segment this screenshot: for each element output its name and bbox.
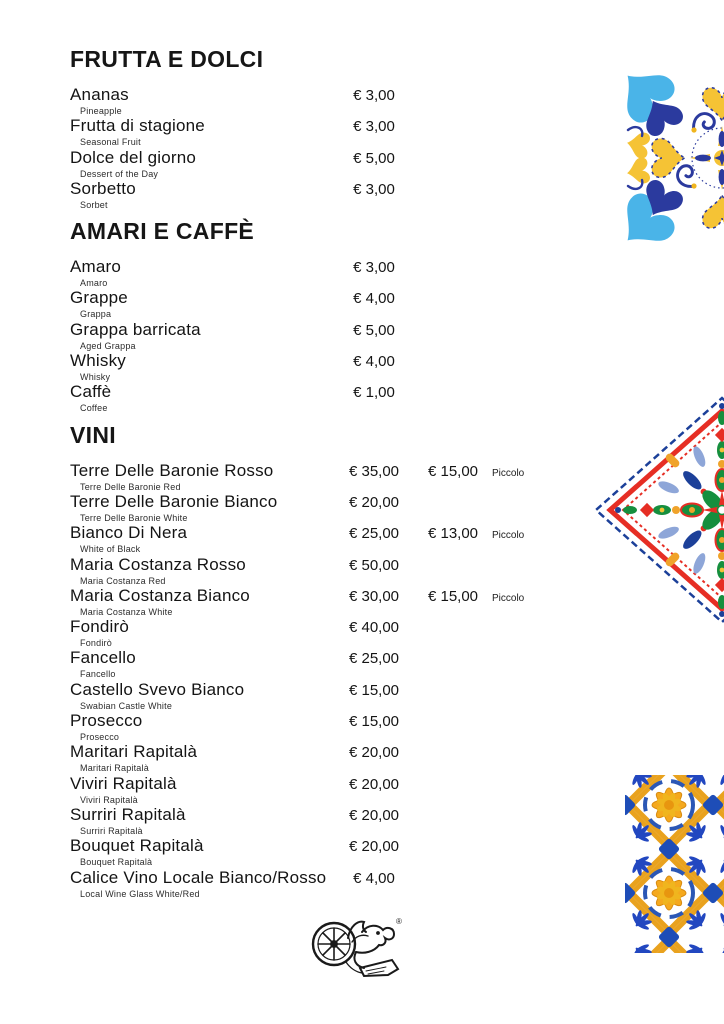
item-translation: Coffee (80, 403, 108, 414)
menu-item-row (70, 680, 630, 711)
item-text (70, 836, 328, 867)
item-price: € 30,00 (348, 587, 400, 605)
item-price: € 4,00 (353, 869, 395, 887)
item-price: € 1,00 (353, 384, 395, 402)
item-price: € 25,00 (348, 525, 400, 543)
item-price: € 20,00 (348, 775, 400, 793)
item-price: € 20,00 (348, 493, 400, 511)
item-size-label: Piccolo (492, 592, 525, 604)
item-name: Grappe (70, 288, 128, 308)
flower-lattice-tile-icon (625, 775, 724, 953)
menu-section (70, 46, 630, 210)
item-text (70, 179, 328, 210)
menu-item-row (70, 257, 630, 288)
item-text (70, 805, 328, 836)
item-name: Castello Svevo Bianco (70, 679, 245, 699)
section-title: FRUTTA E DOLCI (70, 46, 264, 72)
item-translation: Maritari Rapitalà (80, 763, 149, 774)
menu (70, 46, 630, 907)
item-price-small: € 15,00 (427, 462, 479, 480)
item-price: € 4,00 (353, 290, 395, 308)
item-text (70, 351, 328, 382)
menu-item-row (70, 586, 630, 617)
item-price: € 5,00 (353, 149, 395, 167)
menu-item-row (70, 617, 630, 648)
section-items (70, 85, 630, 210)
registered-trademark-symbol: ® (396, 917, 402, 926)
item-text (70, 85, 328, 116)
item-text (70, 492, 328, 523)
item-translation: Fancello (80, 669, 116, 680)
item-price: € 3,00 (353, 259, 395, 277)
menu-section (70, 218, 630, 413)
item-price: € 40,00 (348, 619, 400, 637)
item-translation: Prosecco (80, 732, 120, 743)
item-price: € 35,00 (348, 462, 400, 480)
item-name: Fondirò (70, 617, 130, 637)
item-translation: Fondirò (80, 638, 112, 649)
menu-section (70, 422, 630, 899)
item-name: Maria Costanza Rosso (70, 554, 246, 574)
item-price: € 3,00 (353, 180, 395, 198)
item-price: € 20,00 (348, 806, 400, 824)
menu-item-row (70, 523, 630, 554)
menu-item-row (70, 774, 630, 805)
menu-item-row (70, 179, 630, 210)
item-size-label: Piccolo (492, 530, 525, 542)
item-translation: Amaro (80, 278, 108, 289)
item-translation: Aged Grappa (80, 340, 136, 351)
item-price: € 15,00 (348, 713, 400, 731)
item-price: € 50,00 (348, 556, 400, 574)
item-text (70, 288, 328, 319)
item-name: Surriri Rapitalà (70, 804, 186, 824)
menu-item-row (70, 461, 630, 492)
item-name: Maria Costanza Bianco (70, 585, 250, 605)
item-price: € 20,00 (348, 838, 400, 856)
menu-item-row (70, 805, 630, 836)
item-name: Bouquet Rapitalà (70, 836, 204, 856)
menu-item-row (70, 648, 630, 679)
item-name: Dolce del giorno (70, 147, 197, 167)
section-items (70, 461, 630, 899)
item-translation: Dessert of the Day (80, 168, 159, 179)
item-price: € 20,00 (348, 744, 400, 762)
item-size-label: Piccolo (492, 467, 525, 479)
menu-item-row (70, 116, 630, 147)
item-translation: Surriri Rapitalà (80, 825, 143, 836)
section-items (70, 257, 630, 413)
item-translation: Terre Delle Baronie Red (80, 481, 181, 492)
item-name: Grappa barricata (70, 319, 201, 339)
item-price: € 15,00 (348, 681, 400, 699)
majolica-heart-mandala-icon (622, 66, 724, 250)
item-translation: White of Black (80, 544, 141, 555)
item-name: Sorbetto (70, 178, 136, 198)
item-name: Viviri Rapitalà (70, 773, 177, 793)
menu-item-row (70, 492, 630, 523)
flower-lattice-tile-ornament (625, 775, 724, 953)
item-price-small: € 13,00 (427, 525, 479, 543)
item-text (70, 648, 328, 679)
item-text (70, 523, 328, 554)
menu-item-row (70, 555, 630, 586)
item-translation: Maria Costanza White (80, 606, 173, 617)
menu-item-row (70, 85, 630, 116)
majolica-heart-mandala-ornament (622, 66, 724, 250)
item-translation: Pineapple (80, 106, 122, 116)
menu-item-row (70, 382, 630, 413)
item-name: Ananas (70, 85, 129, 104)
item-text (70, 617, 328, 648)
item-name: Bianco Di Nera (70, 523, 188, 543)
item-text (70, 711, 328, 742)
item-translation: Swabian Castle White (80, 700, 173, 711)
brand-logo (306, 912, 402, 990)
item-text (70, 586, 328, 617)
item-translation: Bouquet Rapitalà (80, 857, 153, 868)
menu-item-row (70, 711, 630, 742)
item-translation: Whisky (80, 372, 111, 383)
item-text (70, 148, 328, 179)
item-text (70, 555, 328, 586)
item-name: Caffè (70, 382, 112, 402)
item-text (70, 461, 328, 492)
item-name: Amaro (70, 257, 122, 277)
item-text (70, 774, 328, 805)
item-translation: Seasonal Fruit (80, 137, 141, 148)
item-name: Prosecco (70, 711, 143, 731)
item-name: Terre Delle Baronie Bianco (70, 491, 278, 511)
section-title: AMARI E CAFFÈ (70, 218, 255, 245)
item-translation: Local Wine Glass White/Red (80, 888, 200, 899)
menu-item-row (70, 868, 630, 899)
item-translation: Grappa (80, 309, 112, 320)
item-translation: Terre Delle Baronie White (80, 512, 188, 523)
item-price: € 3,00 (353, 118, 395, 136)
item-name: Fancello (70, 648, 136, 668)
item-name: Frutta di stagione (70, 116, 205, 136)
item-text (70, 382, 328, 413)
menu-item-row (70, 742, 630, 773)
menu-item-row (70, 320, 630, 351)
sicilian-cart-emblem-icon (306, 912, 402, 990)
item-text (70, 116, 328, 147)
item-text (70, 742, 328, 773)
item-translation: Maria Costanza Red (80, 575, 166, 586)
item-text (70, 680, 328, 711)
item-price-small: € 15,00 (427, 587, 479, 605)
item-text (70, 868, 328, 899)
item-name: Terre Delle Baronie Rosso (70, 460, 274, 480)
menu-item-row (70, 351, 630, 382)
item-text (70, 257, 328, 288)
item-translation: Sorbet (80, 199, 108, 210)
item-translation: Viviri Rapitalà (80, 794, 138, 805)
item-name: Calice Vino Locale Bianco/Rosso (70, 867, 327, 887)
item-text (70, 320, 328, 351)
section-title: VINI (70, 421, 116, 448)
menu-item-row (70, 836, 630, 867)
menu-item-row (70, 148, 630, 179)
menu-item-row (70, 288, 630, 319)
item-price: € 25,00 (348, 650, 400, 668)
item-name: Maritari Rapitalà (70, 742, 198, 762)
item-price: € 3,00 (353, 87, 395, 104)
item-name: Whisky (70, 351, 126, 371)
item-price: € 5,00 (353, 321, 395, 339)
item-price: € 4,00 (353, 353, 395, 371)
